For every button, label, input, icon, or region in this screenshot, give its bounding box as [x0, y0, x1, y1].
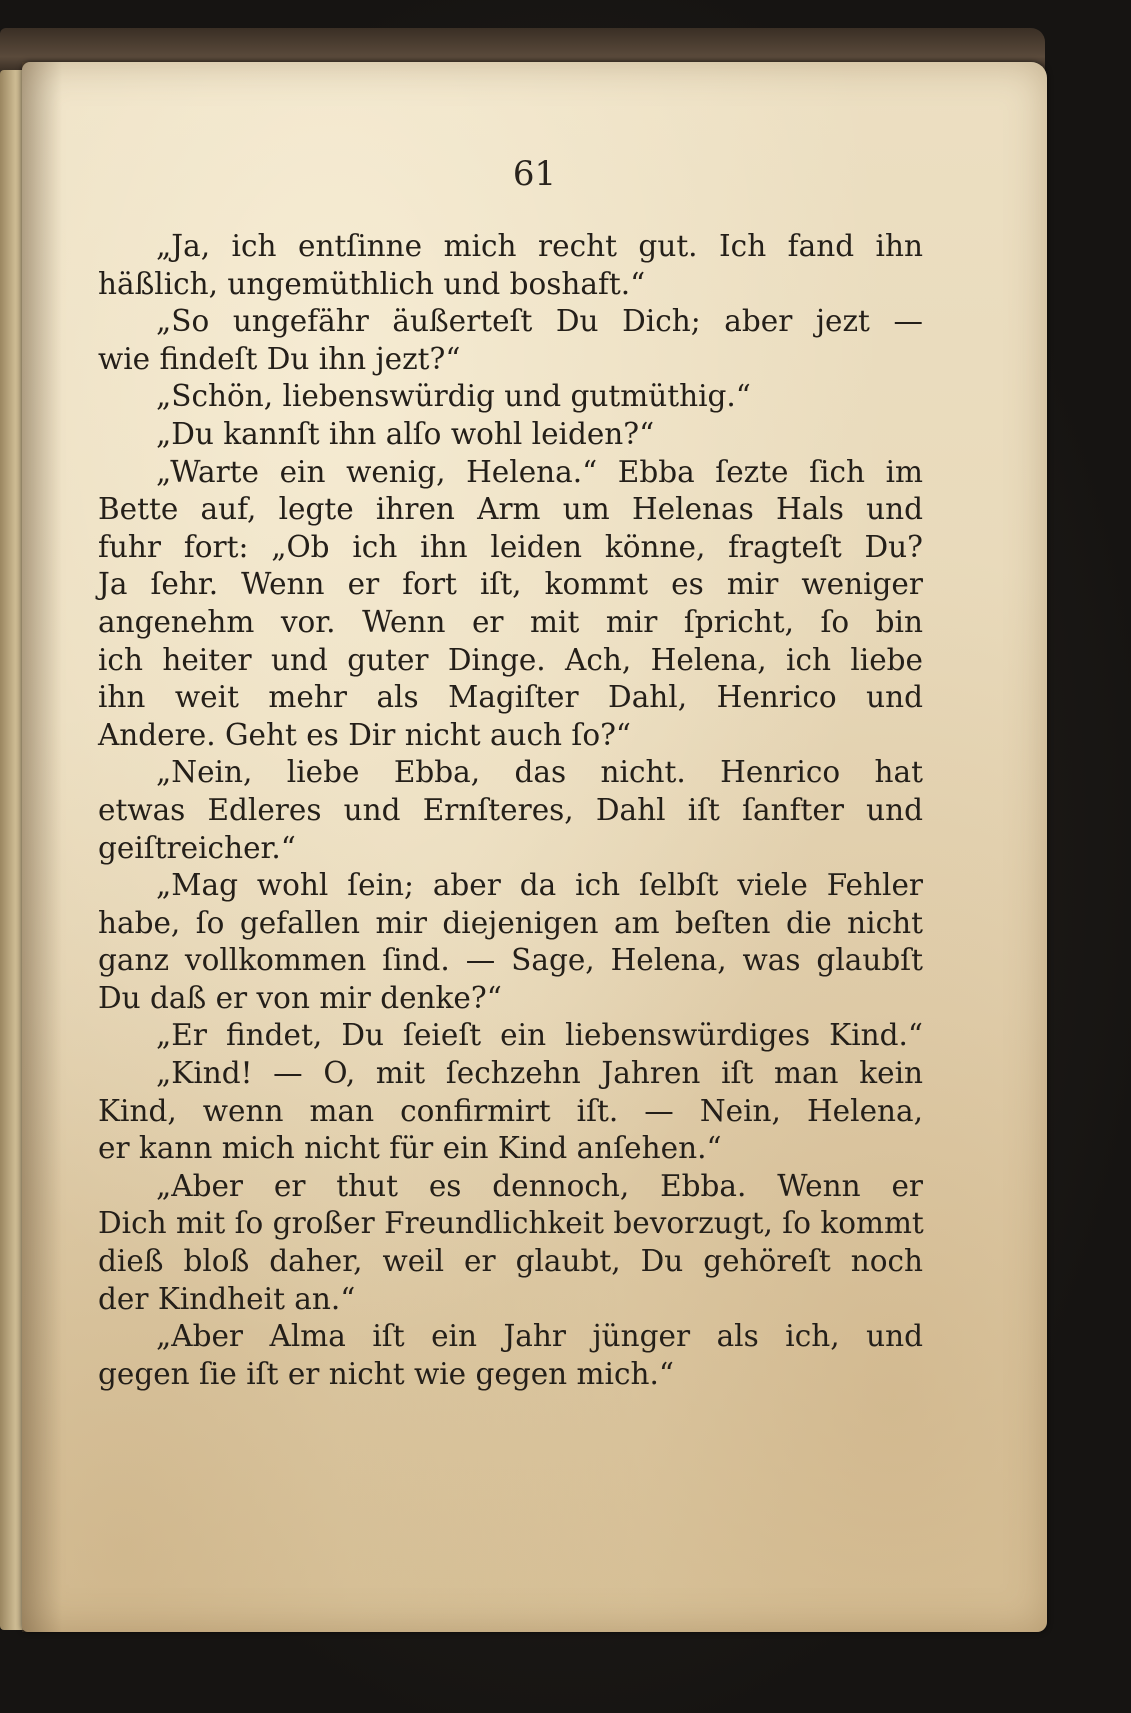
text-line: ihn weit mehr als Magiſter Dahl, Henrico und [98, 680, 923, 715]
book-page [22, 62, 1047, 1632]
text-line: „Er findet, Du ſeieſt ein liebenswürdiges Kind.“ [156, 1018, 923, 1053]
text-line: „Warte ein wenig, Helena.“ Ebba ſezte ſich im [156, 454, 923, 489]
text-line: habe, ſo gefallen mir diejenigen am beſten die nicht [98, 905, 923, 940]
page-gutter-shadow [22, 62, 62, 1632]
text-line: „Aber er thut es dennoch, Ebba. Wenn er [156, 1168, 923, 1203]
text-line: Dich mit ſo großer Freundlichkeit bevorzugt, ſo kommt [98, 1206, 924, 1241]
text-line: Ja ſehr. Wenn er fort iſt, kommt es mir weniger [98, 567, 923, 602]
text-line: „Mag wohl ſein; aber da ich ſelbſt viele Fehler [156, 868, 923, 903]
text-line: „Nein, liebe Ebba, das nicht. Henrico hat [156, 755, 923, 790]
text-line: ganz vollkommen ſind. — Sage, Helena, was glaubſt [98, 943, 923, 978]
text-line: er kann mich nicht für ein Kind anſehen.“ [98, 1131, 722, 1166]
text-line: angenehm vor. Wenn er mit mir ſpricht, ſo bin [98, 604, 923, 639]
text-line: „Kind! — O, mit ſechzehn Jahren iſt man kein [156, 1056, 923, 1091]
text-line: wie findeſt Du ihn jezt?“ [98, 341, 461, 376]
page-text [98, 228, 923, 1393]
text-line: geiſtreicher.“ [98, 830, 296, 865]
text-line: „So ungefähr äußerteſt Du Dich; aber jezt — [156, 304, 923, 339]
text-line: häßlich, ungemüthlich und boshaft.“ [98, 266, 646, 301]
text-line: ich heiter und guter Dinge. Ach, Helena, ich liebe [98, 642, 923, 677]
text-line: „Du kannſt ihn alſo wohl leiden?“ [156, 416, 655, 451]
text-line: „Aber Alma iſt ein Jahr jünger als ich, und [156, 1319, 923, 1354]
text-line: „Schön, liebenswürdig und gutmüthig.“ [156, 379, 751, 414]
text-line: „Ja, ich entſinne mich recht gut. Ich fand ihn [156, 229, 923, 263]
page-number: 61 [512, 154, 557, 194]
text-line: etwas Edleres und Ernſteres, Dahl iſt ſanfter und [98, 792, 923, 827]
text-line: Kind, wenn man confirmirt iſt. — Nein, Helena, [98, 1093, 923, 1128]
text-line: dieß bloß daher, weil er glaubt, Du gehöreſt noch [98, 1244, 923, 1279]
text-line: Bette auf, legte ihren Arm um Helenas Hals und [98, 492, 923, 527]
text-line: gegen ſie iſt er nicht wie gegen mich.“ [98, 1356, 674, 1391]
text-line: Andere. Geht es Dir nicht auch ſo?“ [98, 717, 632, 752]
text-line: Du daß er von mir denke?“ [98, 980, 502, 1015]
text-line: der Kindheit an.“ [98, 1281, 356, 1316]
text-line: fuhr fort: „Ob ich ihn leiden könne, fragteſt Du? [98, 529, 923, 564]
